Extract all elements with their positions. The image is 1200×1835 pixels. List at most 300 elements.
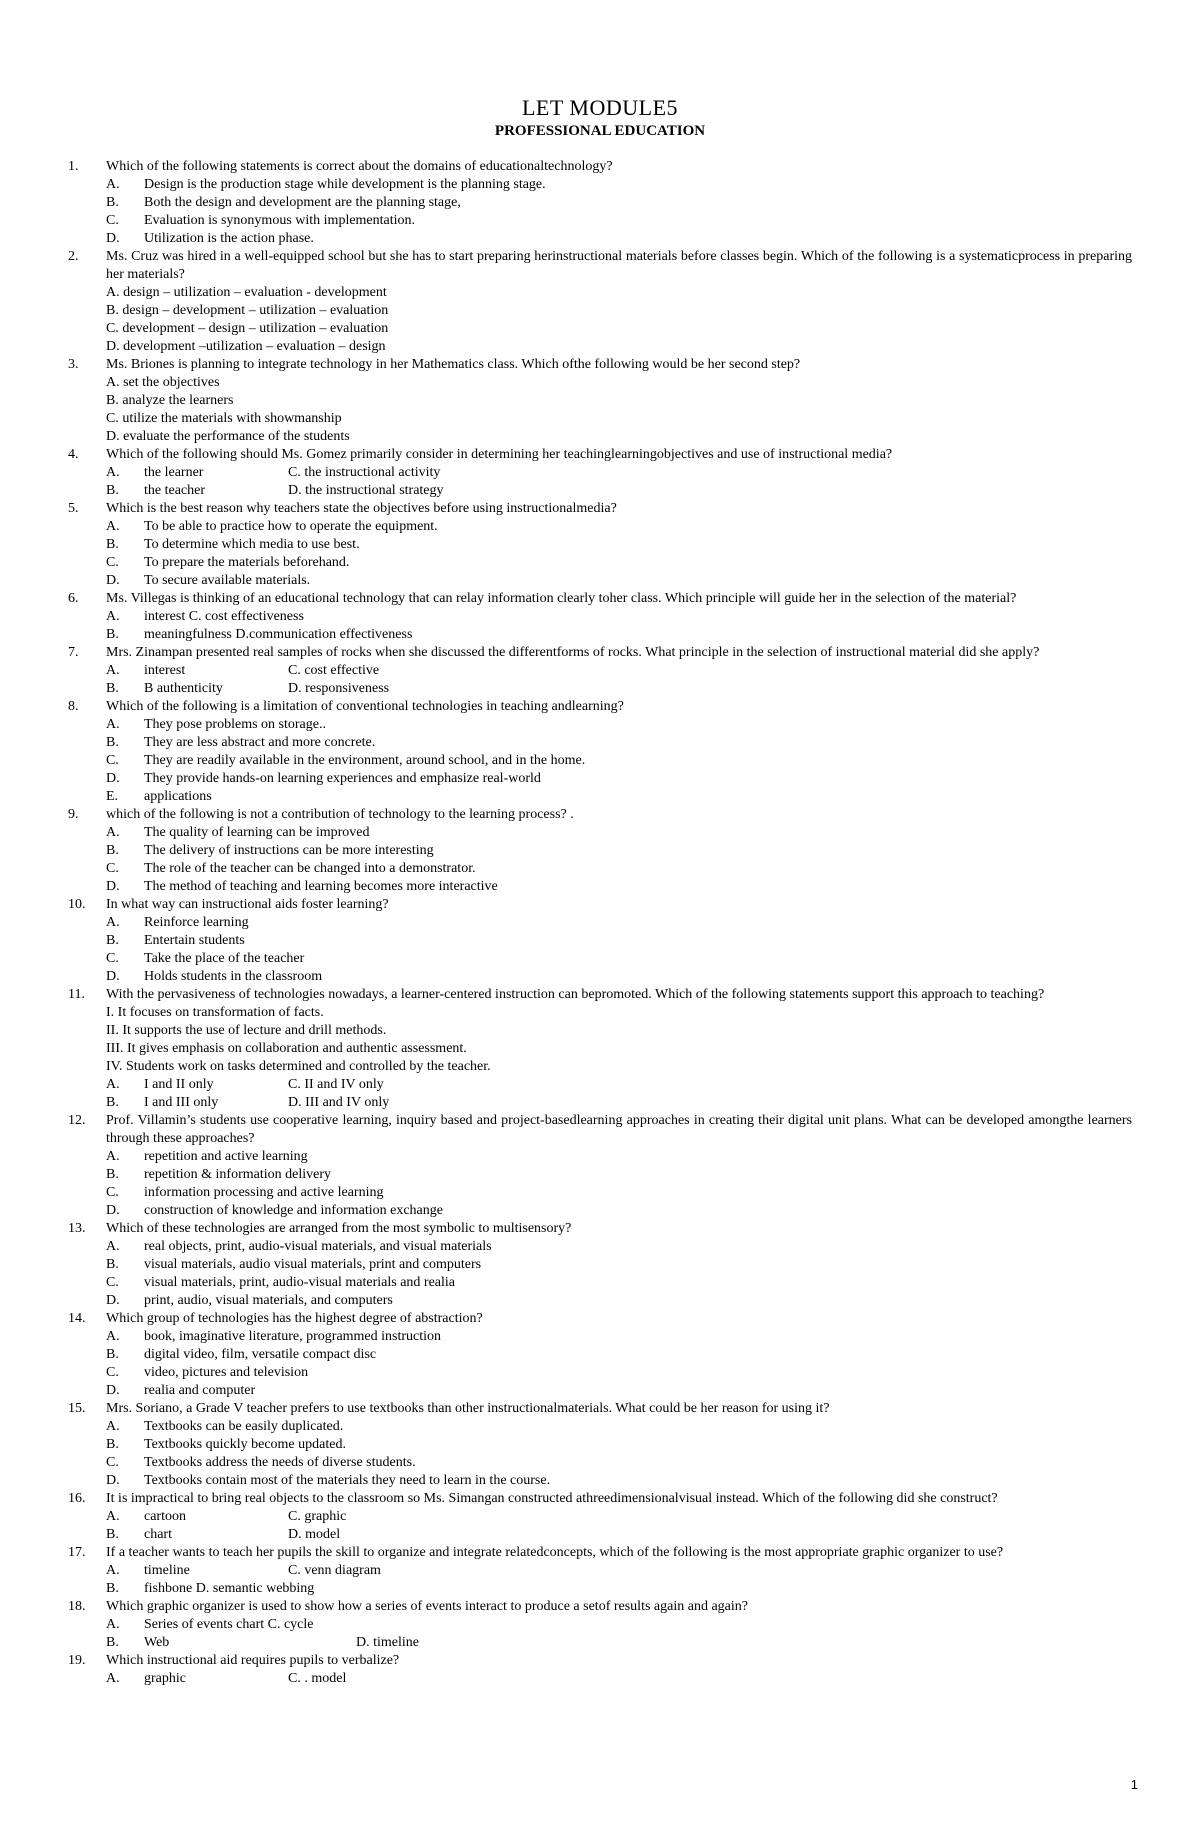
- question-text: Which group of technologies has the highest degree of abstraction?: [106, 1311, 483, 1326]
- question-line: [68, 284, 1132, 302]
- option-letter: A.: [106, 1077, 120, 1092]
- option-row: [68, 1346, 1132, 1364]
- option-text: Textbooks address the needs of diverse students.: [144, 1455, 416, 1470]
- question-item: [68, 1598, 1132, 1616]
- option-row: [68, 824, 1132, 842]
- option-text: cartoon: [144, 1509, 186, 1524]
- option-row: [68, 1670, 1132, 1688]
- option: [106, 680, 1132, 698]
- question-item: [68, 1112, 1132, 1148]
- option-letter: C.: [106, 1365, 119, 1380]
- option-text-second: C. . model: [288, 1671, 347, 1686]
- option-letter: B.: [106, 843, 119, 858]
- option-row: [68, 194, 1132, 212]
- option-row: [68, 1076, 1132, 1094]
- option-row: [68, 788, 1132, 806]
- option-row: [68, 626, 1132, 644]
- option-row: [68, 230, 1132, 248]
- option-row: [68, 770, 1132, 788]
- option: [106, 518, 1132, 536]
- option-text-second: D. model: [288, 1527, 341, 1542]
- option: [106, 1238, 1132, 1256]
- option-letter: B.: [106, 681, 119, 696]
- option: [106, 1508, 1132, 1526]
- option-text: interest: [144, 663, 186, 678]
- question-item: [68, 644, 1132, 662]
- option: [106, 1328, 1132, 1346]
- option-letter: D.: [106, 879, 120, 894]
- question-text: Which of the following statements is correct about the domains of educationaltechnology?: [106, 159, 613, 174]
- option-row: [68, 914, 1132, 932]
- option-letter: D.: [106, 1383, 120, 1398]
- option-row: [68, 1454, 1132, 1472]
- option-text: chart: [144, 1527, 172, 1542]
- option: [106, 1292, 1132, 1310]
- option-row: [68, 842, 1132, 860]
- option-letter: D.: [106, 1473, 120, 1488]
- option: [106, 554, 1132, 572]
- document-subtitle: PROFESSIONAL EDUCATION: [494, 123, 706, 139]
- option-text: The delivery of instructions can be more interesting: [144, 843, 434, 858]
- question-number: 1.: [68, 159, 79, 174]
- option-text: information processing and active learning: [144, 1185, 384, 1200]
- question-text: Which of the following should Ms. Gomez primarily consider in determining her teachinglearningobjectives and use of instructional media?: [106, 447, 893, 462]
- option-letter: A.: [106, 663, 120, 678]
- question-number: 11.: [68, 987, 85, 1002]
- option-row: [68, 1526, 1132, 1544]
- option-text: Evaluation is synonymous with implementation.: [144, 213, 416, 228]
- question-item: [68, 1652, 1132, 1670]
- option-row: [68, 680, 1132, 698]
- option: [106, 788, 1132, 806]
- option-text: The quality of learning can be improved: [144, 825, 370, 840]
- option-row: [68, 662, 1132, 680]
- option: [106, 626, 1132, 644]
- option: [106, 1094, 1132, 1112]
- option-row: [68, 1634, 1132, 1652]
- option: [106, 734, 1132, 752]
- option-letter: B.: [106, 1257, 119, 1272]
- question-text: Prof. Villamin’s students use cooperative learning, inquiry based and project-basedlearning approaches in creating their digital unit plans. What can be developed amongthe learners through these approaches?: [106, 1113, 1132, 1146]
- option-text: real objects, print, audio-visual materials, and visual materials: [144, 1239, 492, 1254]
- option: [106, 1274, 1132, 1292]
- option-letter: C.: [106, 753, 119, 768]
- option-text: repetition and active learning: [144, 1149, 308, 1164]
- question-number: 8.: [68, 699, 79, 714]
- question-line: [68, 338, 1132, 356]
- option-row: [68, 1508, 1132, 1526]
- option-text: Textbooks quickly become updated.: [144, 1437, 346, 1452]
- question-text: Which instructional aid requires pupils to verbalize?: [106, 1653, 400, 1668]
- option: [106, 770, 1132, 788]
- option-text: Design is the production stage while development is the planning stage.: [144, 177, 546, 192]
- option-letter: B.: [106, 627, 119, 642]
- option: [106, 230, 1132, 248]
- option-row: [68, 518, 1132, 536]
- option: [106, 1418, 1132, 1436]
- question-number: 2.: [68, 249, 79, 264]
- option: [106, 1580, 1132, 1598]
- choice-line: A. set the objectives: [106, 375, 220, 390]
- option-text: repetition & information delivery: [144, 1167, 332, 1182]
- option-letter: B.: [106, 933, 119, 948]
- option-row: [68, 1292, 1132, 1310]
- option-letter: D.: [106, 573, 120, 588]
- choice-line: B. design – development – utilization – evaluation: [106, 303, 389, 318]
- choice-line: C. utilize the materials with showmanship: [106, 411, 342, 426]
- option: [106, 662, 1132, 680]
- question-item: [68, 356, 1132, 374]
- choice-line: II. It supports the use of lecture and drill methods.: [106, 1023, 387, 1038]
- option-row: [68, 536, 1132, 554]
- option: [106, 482, 1132, 500]
- option-row: [68, 1274, 1132, 1292]
- question-text: Ms. Cruz was hired in a well-equipped school but she has to start preparing herinstructional materials before classes begin. Which of the following is a systematicprocess in preparing her materials?: [106, 249, 1132, 282]
- option: [106, 842, 1132, 860]
- question-number: 9.: [68, 807, 79, 822]
- option-text: They are readily available in the environment, around school, and in the home.: [144, 753, 586, 768]
- question-item: [68, 806, 1132, 824]
- choice-line: B. analyze the learners: [106, 393, 234, 408]
- option-text: The role of the teacher can be changed into a demonstrator.: [144, 861, 476, 876]
- option-text: video, pictures and television: [144, 1365, 309, 1380]
- question-text: Mrs. Zinampan presented real samples of rocks when she discussed the differentforms of rocks. What principle in the selection of instructional material did she apply?: [106, 645, 1040, 660]
- option: [106, 1346, 1132, 1364]
- option-letter: A.: [106, 915, 120, 930]
- option: [106, 176, 1132, 194]
- option-text: book, imaginative literature, programmed instruction: [144, 1329, 442, 1344]
- option-letter: B.: [106, 1167, 119, 1182]
- option: [106, 1256, 1132, 1274]
- option-text: applications: [144, 789, 212, 804]
- question-list: [68, 158, 1132, 1688]
- option-letter: B.: [106, 195, 119, 210]
- option-row: [68, 932, 1132, 950]
- option-row: [68, 1238, 1132, 1256]
- question-number: 13.: [68, 1221, 86, 1236]
- option-row: [68, 1562, 1132, 1580]
- option-text: Series of events chart C. cycle: [144, 1617, 314, 1632]
- option-letter: A.: [106, 717, 120, 732]
- question-line: [68, 392, 1132, 410]
- option-letter: A.: [106, 1239, 120, 1254]
- question-text: which of the following is not a contribution of technology to the learning process? .: [106, 807, 574, 822]
- question-number: 10.: [68, 897, 86, 912]
- question-line: [68, 410, 1132, 428]
- option-text: Web: [144, 1635, 170, 1650]
- option-row: [68, 212, 1132, 230]
- option-letter: C.: [106, 213, 119, 228]
- option-row: [68, 608, 1132, 626]
- option: [106, 1076, 1132, 1094]
- option-letter: A.: [106, 1509, 120, 1524]
- question-text: Which of these technologies are arranged from the most symbolic to multisensory?: [106, 1221, 572, 1236]
- option: [106, 914, 1132, 932]
- choice-line: IV. Students work on tasks determined and controlled by the teacher.: [106, 1059, 491, 1074]
- option: [106, 536, 1132, 554]
- option-text: To be able to practice how to operate the equipment.: [144, 519, 438, 534]
- option-letter: D.: [106, 1203, 120, 1218]
- option: [106, 932, 1132, 950]
- option-row: [68, 1616, 1132, 1634]
- option-letter: D.: [106, 231, 120, 246]
- option: [106, 572, 1132, 590]
- option-text: realia and computer: [144, 1383, 256, 1398]
- option-row: [68, 950, 1132, 968]
- question-text: With the pervasiveness of technologies nowadays, a learner-centered instruction can bepromoted. Which of the following statements support this approach to teaching?: [106, 987, 1045, 1002]
- option-row: [68, 482, 1132, 500]
- choice-line: A. design – utilization – evaluation - development: [106, 285, 387, 300]
- option-text: They are less abstract and more concrete.: [144, 735, 376, 750]
- option: [106, 878, 1132, 896]
- option-letter: B.: [106, 1437, 119, 1452]
- question-number: 4.: [68, 447, 79, 462]
- option-row: [68, 752, 1132, 770]
- option-letter: A.: [106, 177, 120, 192]
- option-letter: B.: [106, 1581, 119, 1596]
- option: [106, 1616, 1132, 1634]
- question-text: In what way can instructional aids foster learning?: [106, 897, 389, 912]
- option-text: visual materials, audio visual materials, print and computers: [144, 1257, 482, 1272]
- option-row: [68, 968, 1132, 986]
- question-item: [68, 446, 1132, 464]
- option-text-second: C. II and IV only: [288, 1077, 384, 1092]
- option-text: the teacher: [144, 483, 206, 498]
- option-text: Textbooks can be easily duplicated.: [144, 1419, 344, 1434]
- option-text: print, audio, visual materials, and computers: [144, 1293, 393, 1308]
- question-number: 19.: [68, 1653, 86, 1668]
- option: [106, 1634, 1132, 1652]
- question-line: [68, 428, 1132, 446]
- option-text: The method of teaching and learning becomes more interactive: [144, 879, 498, 894]
- question-number: 12.: [68, 1113, 86, 1128]
- option-row: [68, 1418, 1132, 1436]
- option: [106, 1436, 1132, 1454]
- option-letter: C.: [106, 951, 119, 966]
- option-text: Holds students in the classroom: [144, 969, 323, 984]
- option-text: fishbone D. semantic webbing: [144, 1581, 315, 1596]
- question-item: [68, 1490, 1132, 1508]
- choice-line: D. development –utilization – evaluation – design: [106, 339, 386, 354]
- question-text: It is impractical to bring real objects to the classroom so Ms. Simangan constructed athreedimensionalvisual instead. Which of the following did she construct?: [106, 1491, 998, 1506]
- choice-line: III. It gives emphasis on collaboration and authentic assessment.: [106, 1041, 467, 1056]
- option-text: They provide hands-on learning experiences and emphasize real-world: [144, 771, 541, 786]
- option-row: [68, 464, 1132, 482]
- option-text: the learner: [144, 465, 204, 480]
- option: [106, 1184, 1132, 1202]
- question-line: [68, 1058, 1132, 1076]
- option-row: [68, 1364, 1132, 1382]
- option-row: [68, 1166, 1132, 1184]
- choice-line: D. evaluate the performance of the students: [106, 429, 350, 444]
- question-text: Ms. Briones is planning to integrate technology in her Mathematics class. Which ofthe following would be her second step?: [106, 357, 801, 372]
- option-letter: B.: [106, 1527, 119, 1542]
- option-text: digital video, film, versatile compact disc: [144, 1347, 377, 1362]
- question-line: [68, 374, 1132, 392]
- option-row: [68, 1256, 1132, 1274]
- option-row: [68, 1202, 1132, 1220]
- choice-line: I. It focuses on transformation of facts.: [106, 1005, 324, 1020]
- question-text: Which of the following is a limitation of conventional technologies in teaching andlearning?: [106, 699, 624, 714]
- question-item: [68, 1220, 1132, 1238]
- option-row: [68, 1184, 1132, 1202]
- option: [106, 1454, 1132, 1472]
- option-row: [68, 1328, 1132, 1346]
- option: [106, 950, 1132, 968]
- option-letter: D.: [106, 969, 120, 984]
- option-letter: B.: [106, 1347, 119, 1362]
- option-letter: A.: [106, 1149, 120, 1164]
- question-number: 15.: [68, 1401, 86, 1416]
- option-letter: C.: [106, 1275, 119, 1290]
- question-line: [68, 1040, 1132, 1058]
- question-item: [68, 896, 1132, 914]
- option-letter: C.: [106, 1455, 119, 1470]
- option-letter: A.: [106, 825, 120, 840]
- option-text-second: D. timeline: [356, 1635, 419, 1650]
- question-number: 7.: [68, 645, 79, 660]
- question-item: [68, 500, 1132, 518]
- document-title: LET MODULE5: [521, 95, 679, 120]
- question-text: If a teacher wants to teach her pupils the skill to organize and integrate relatedconcepts, which of the following is the most appropriate graphic organizer to use?: [106, 1545, 1004, 1560]
- option-text-second: C. graphic: [288, 1509, 347, 1524]
- option: [106, 1364, 1132, 1382]
- option-text: Entertain students: [144, 933, 245, 948]
- option: [106, 1526, 1132, 1544]
- option-text: They pose problems on storage..: [144, 717, 326, 732]
- option: [106, 464, 1132, 482]
- question-item: [68, 590, 1132, 608]
- question-text: Which graphic organizer is used to show how a series of events interact to produce a setof results again and again?: [106, 1599, 748, 1614]
- question-number: 3.: [68, 357, 79, 372]
- option-text: meaningfulness D.communication effectiveness: [144, 627, 413, 642]
- option: [106, 608, 1132, 626]
- option-letter: A.: [106, 1329, 120, 1344]
- option: [106, 1382, 1132, 1400]
- option-letter: A.: [106, 1617, 120, 1632]
- option-text-second: C. cost effective: [288, 663, 380, 678]
- option-text-second: D. responsiveness: [288, 681, 390, 696]
- option: [106, 1148, 1132, 1166]
- option-letter: A.: [106, 1563, 120, 1578]
- question-number: 5.: [68, 501, 79, 516]
- option-text: To determine which media to use best.: [144, 537, 360, 552]
- option-row: [68, 1472, 1132, 1490]
- option-text: I and II only: [144, 1077, 214, 1092]
- question-line: [68, 1004, 1132, 1022]
- option-text-second: C. venn diagram: [288, 1563, 381, 1578]
- option-row: [68, 1436, 1132, 1454]
- question-item: [68, 158, 1132, 176]
- option-letter: B.: [106, 537, 119, 552]
- option-row: [68, 1148, 1132, 1166]
- question-item: [68, 698, 1132, 716]
- option: [106, 1670, 1132, 1688]
- option-letter: D.: [106, 1293, 120, 1308]
- question-item: [68, 1310, 1132, 1328]
- question-item: [68, 1400, 1132, 1418]
- option-letter: D.: [106, 771, 120, 786]
- option-text: interest C. cost effectiveness: [144, 609, 304, 624]
- question-number: 14.: [68, 1311, 86, 1326]
- option-text: construction of knowledge and information exchange: [144, 1203, 443, 1218]
- question-line: [68, 1022, 1132, 1040]
- option-letter: B.: [106, 1635, 119, 1650]
- question-text: Mrs. Soriano, a Grade V teacher prefers to use textbooks than other instructionalmaterials. What could be her reason for using it?: [106, 1401, 830, 1416]
- option-letter: C.: [106, 555, 119, 570]
- option-text: To secure available materials.: [144, 573, 311, 588]
- option-row: [68, 176, 1132, 194]
- option: [106, 1202, 1132, 1220]
- option-letter: C.: [106, 1185, 119, 1200]
- question-item: [68, 248, 1132, 284]
- question-number: 18.: [68, 1599, 86, 1614]
- question-line: [68, 320, 1132, 338]
- option-text: timeline: [144, 1563, 190, 1578]
- option-row: [68, 734, 1132, 752]
- option-row: [68, 1094, 1132, 1112]
- option-text: visual materials, print, audio-visual materials and realia: [144, 1275, 456, 1290]
- option-row: [68, 1382, 1132, 1400]
- option-text: Take the place of the teacher: [144, 951, 305, 966]
- question-text: Ms. Villegas is thinking of an educational technology that can relay information clearly toher class. Which principle will guide her in the selection of the material?: [106, 591, 1017, 606]
- option-text: B authenticity: [144, 681, 223, 696]
- option: [106, 212, 1132, 230]
- option-letter: A.: [106, 1671, 120, 1686]
- question-item: [68, 1544, 1132, 1562]
- option-row: [68, 878, 1132, 896]
- option-row: [68, 554, 1132, 572]
- option: [106, 860, 1132, 878]
- option-row: [68, 572, 1132, 590]
- option-text: Both the design and development are the planning stage,: [144, 195, 461, 210]
- option-text: Textbooks contain most of the materials they need to learn in the course.: [144, 1473, 551, 1488]
- option-letter: A.: [106, 609, 120, 624]
- option-text: graphic: [144, 1671, 186, 1686]
- option-letter: B.: [106, 735, 119, 750]
- question-number: 6.: [68, 591, 79, 606]
- option: [106, 194, 1132, 212]
- option-letter: B.: [106, 483, 119, 498]
- question-line: [68, 302, 1132, 320]
- choice-line: C. development – design – utilization – evaluation: [106, 321, 389, 336]
- option-text-second: C. the instructional activity: [288, 465, 441, 480]
- option-letter: A.: [106, 465, 120, 480]
- option-letter: C.: [106, 861, 119, 876]
- option: [106, 968, 1132, 986]
- option-text: I and III only: [144, 1095, 219, 1110]
- option-letter: A.: [106, 1419, 120, 1434]
- option-letter: A.: [106, 519, 120, 534]
- option: [106, 1562, 1132, 1580]
- option: [106, 1166, 1132, 1184]
- option-text: Reinforce learning: [144, 915, 249, 930]
- question-number: 16.: [68, 1491, 86, 1506]
- option-row: [68, 1580, 1132, 1598]
- option: [106, 752, 1132, 770]
- option: [106, 824, 1132, 842]
- option-letter: B.: [106, 1095, 119, 1110]
- page-number: 1: [1130, 1777, 1138, 1792]
- option: [106, 1472, 1132, 1490]
- option: [106, 716, 1132, 734]
- option-letter: E.: [106, 789, 119, 804]
- question-item: [68, 986, 1132, 1004]
- option-text: To prepare the materials beforehand.: [144, 555, 350, 570]
- option-text-second: D. the instructional strategy: [288, 483, 444, 498]
- question-text: Which is the best reason why teachers state the objectives before using instructionalmedia?: [106, 501, 617, 516]
- option-text-second: D. III and IV only: [288, 1095, 390, 1110]
